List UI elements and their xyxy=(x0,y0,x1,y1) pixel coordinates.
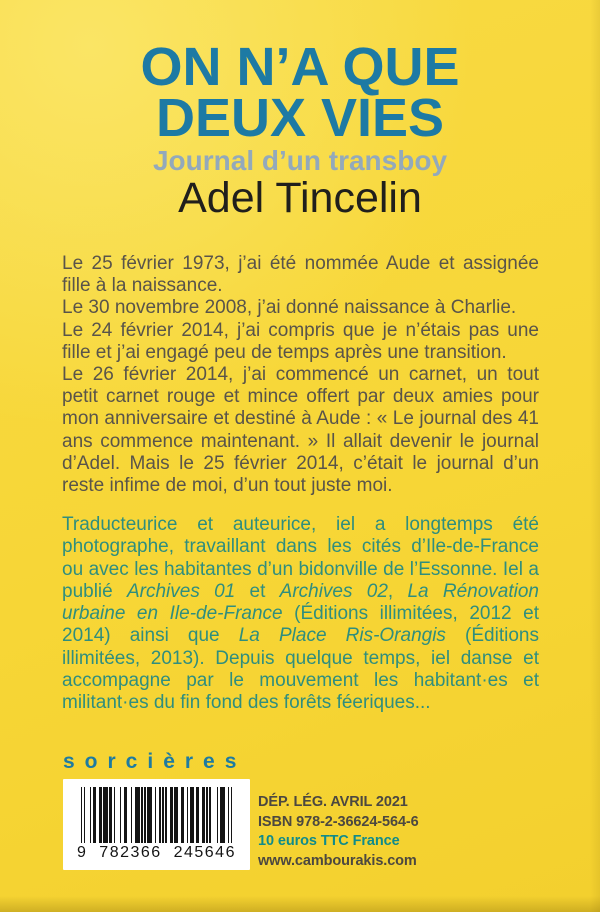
author-bio-text xyxy=(62,514,539,715)
synopsis-entry: Le 26 février 2014, j’ai commencé un carnet, un tout petit carnet rouge et mince offert par deux amies pour mon anniversaire et destiné à Aude : « Le journal des 41 ans commence maintenant. » Il allait devenir le journal d’Adel. Mais le 25 février 2014, c’était le journal d’un reste infime de moi, d’un tout juste moi. xyxy=(62,364,539,497)
barcode-panel xyxy=(63,779,250,870)
isbn: ISBN 978-2-36624-564-6 xyxy=(258,813,419,830)
book-title-line-2: DEUX VIES xyxy=(155,88,445,148)
book-subtitle: Journal d’un transboy xyxy=(152,145,448,176)
bio-segment: Traducteurice et auteurice, iel a longtemps été photographe, travaillant dans les cités d’Ile-de-France ou avec les habitantes d’un bidonville de l’Essonne. Iel a publié xyxy=(62,514,539,602)
publisher-info xyxy=(258,793,419,871)
bio-segment: (Éditions illimitées, 2013). Depuis quelque temps, iel danse et accompagne par le mouvement les habitant·es et militant·es du fin fond des forêts féeriques... xyxy=(62,625,539,714)
bio-segment: (Éditions illimitées, 2012 et 2014) ainsi que xyxy=(62,603,539,647)
title-block xyxy=(0,37,600,222)
bio-italic-segment: La Rénovation urbaine en Ile-de-France xyxy=(62,580,539,625)
legal-deposit: DÉP. LÉG. AVRIL 2021 xyxy=(258,794,408,810)
synopsis-entry: Le 30 novembre 2008, j’ai donné naissance à Charlie. xyxy=(62,297,517,319)
author-name: Adel Tincelin xyxy=(178,174,422,222)
synopsis-entry: Le 24 février 2014, j’ai compris que je n’étais pas une fille et j’ai engagé peu de temps après une transition. xyxy=(62,319,539,363)
book-title-line-1: ON N’A QUE xyxy=(140,37,460,97)
collection-label: sorcières xyxy=(63,750,247,773)
synopsis-entry: Le 25 février 1973, j’ai été nommée Aude et assignée fille à la naissance. xyxy=(62,253,539,297)
bio-italic-segment: Archives 01 xyxy=(126,580,236,602)
bio-segment: et xyxy=(235,580,280,602)
synopsis-text xyxy=(62,253,539,497)
publisher-website: www.cambourakis.com xyxy=(258,852,417,869)
bio-italic-segment: Archives 02 xyxy=(279,580,388,602)
bio-segment: , xyxy=(387,580,408,602)
barcode-icon xyxy=(81,787,233,843)
barcode-number: 9 782366 245646 xyxy=(77,844,236,861)
bio-italic-segment: La Place Ris-Orangis xyxy=(238,625,446,647)
barcode-bar xyxy=(231,787,233,843)
price: 10 euros TTC France xyxy=(258,833,400,849)
